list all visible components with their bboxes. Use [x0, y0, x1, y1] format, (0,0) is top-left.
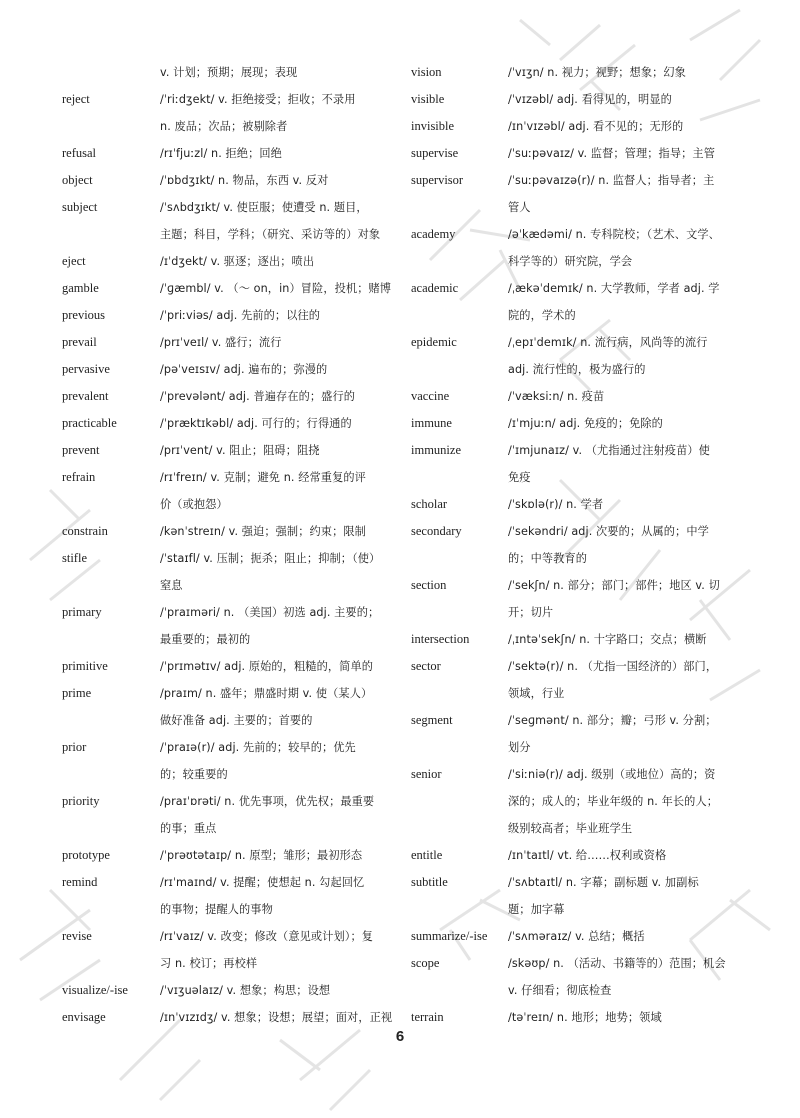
definition-line: 的事；重点	[160, 822, 217, 835]
headword: remind	[62, 875, 98, 889]
headword: entitle	[411, 848, 443, 862]
vocab-entry	[411, 518, 741, 572]
vocab-entry	[62, 302, 392, 329]
definition-line: /ˈpræktɪkəbl/ adj. 可行的；行得通的	[160, 417, 352, 430]
vocab-entry	[62, 977, 392, 1004]
definition	[508, 410, 741, 437]
definition-line: /ɪˈdʒekt/ v. 驱逐；逐出；喷出	[160, 255, 315, 268]
vocab-entry	[62, 1004, 392, 1031]
definition-line: /ˈsuːpəvaɪz/ v. 监督；管理；指导；主管	[508, 147, 715, 160]
definition-line: /təˈreɪn/ n. 地形；地势；领域	[508, 1011, 662, 1024]
definition-line: /ˈvɪʒuəlaɪz/ v. 想象；构思；设想	[160, 984, 331, 997]
vocab-entry	[411, 842, 741, 869]
vocab-entry	[411, 761, 741, 815]
definition	[508, 923, 741, 950]
vocab-entry	[62, 86, 392, 140]
headword: refrain	[62, 470, 96, 484]
vocab-entry	[411, 275, 741, 329]
definition-line: 划分	[508, 741, 531, 754]
vocab-entry	[411, 923, 741, 950]
definition-line: /ˈvæksiːn/ n. 疫苗	[508, 390, 605, 403]
vocab-entry	[62, 734, 392, 788]
definition-line: /ˈsiːniə(r)/ adj. 级别（或地位）高的；资	[508, 768, 716, 781]
definition-line: 的；较重要的	[160, 768, 228, 781]
definition	[508, 869, 741, 923]
vocab-entry	[62, 356, 392, 383]
vocab-entry	[411, 950, 741, 1004]
definition	[508, 167, 741, 221]
definition-line: /ˈvɪzəbl/ adj. 看得见的，明显的	[508, 93, 672, 106]
vocab-entry	[411, 437, 741, 491]
definition-line: /praɪm/ n. 盛年；鼎盛时期 v. 使（某人）	[160, 687, 373, 700]
vocab-entry	[62, 194, 392, 248]
definition	[160, 329, 392, 356]
vocab-entry	[411, 383, 741, 410]
headword: sector	[411, 659, 441, 673]
headword: stifle	[62, 551, 87, 565]
vocab-entry	[411, 140, 741, 167]
vocab-entry	[411, 410, 741, 437]
definition-line: v. 计划；预期；展现；表现	[160, 66, 298, 79]
vocab-entry	[411, 707, 741, 761]
vocab-entry	[411, 86, 741, 113]
definition-line: /praɪˈɒrəti/ n. 优先事项，优先权；最重要	[160, 795, 375, 808]
definition-line: 价（或抱怨）	[160, 498, 228, 511]
headword: primary	[62, 605, 102, 619]
definition-line: /ˌepɪˈdemɪk/ n. 流行病，风尚等的流行	[508, 336, 708, 349]
definition-line: /ˈɡæmbl/ v. （～ on，in）冒险，投机；赌博	[160, 282, 392, 295]
headword: epidemic	[411, 335, 457, 349]
vocab-entry	[62, 383, 392, 410]
definition-line: /ˈseɡmənt/ n. 部分；瓣；弓形 v. 分割；	[508, 714, 717, 727]
definition-line: /əˈkædəmi/ n. 专科院校；（艺术、文学、	[508, 228, 720, 241]
definition-line: /ˈsʌməraɪz/ v. 总结；概括	[508, 930, 645, 943]
definition-line: /ɪˈmjuːn/ adj. 免疫的；免除的	[508, 417, 663, 430]
vocab-entry	[411, 221, 741, 275]
vocab-entry	[62, 869, 392, 923]
definition-line: /ˈprevələnt/ adj. 普遍存在的；盛行的	[160, 390, 356, 403]
headword: senior	[411, 767, 442, 781]
definition-line: 领域，行业	[508, 687, 565, 700]
headword: pervasive	[62, 362, 110, 376]
headword: section	[411, 578, 447, 592]
definition-line: v. 仔细看；彻底检查	[508, 984, 612, 997]
definition-line: /skəʊp/ n. （活动、书籍等的）范围；机会	[508, 957, 726, 970]
definition-line: 院的，学术的	[508, 309, 576, 322]
headword: terrain	[411, 1010, 444, 1024]
headword: object	[62, 173, 93, 187]
headword: summarize/-ise	[411, 929, 488, 943]
definition	[508, 815, 741, 842]
headword: prime	[62, 686, 92, 700]
definition	[160, 518, 392, 545]
headword: scholar	[411, 497, 448, 511]
headword: prototype	[62, 848, 110, 862]
headword: prior	[62, 740, 87, 754]
definition-line: /pəˈveɪsɪv/ adj. 遍布的；弥漫的	[160, 363, 328, 376]
vocab-entry	[411, 329, 741, 383]
definition-line: /ˈsekəndri/ adj. 次要的；从属的；中学	[508, 525, 709, 538]
vocab-entry	[411, 626, 741, 653]
definition-line: 题；加字幕	[508, 903, 565, 916]
definition	[160, 302, 392, 329]
definition-line: /ɪnˈvɪzɪdʒ/ v. 想象；设想；展望；面对，正视	[160, 1011, 393, 1024]
definition	[508, 950, 741, 1004]
definition-line: /rɪˈmaɪnd/ v. 提醒；使想起 n. 勾起回忆	[160, 876, 365, 889]
vocab-entry	[62, 437, 392, 464]
vocab-entry	[411, 59, 741, 86]
headword: previous	[62, 308, 106, 322]
definition	[508, 842, 741, 869]
headword: supervisor	[411, 173, 464, 187]
vocab-entry	[62, 410, 392, 437]
definition	[508, 383, 741, 410]
headword: immunize	[411, 443, 461, 457]
headword: gamble	[62, 281, 99, 295]
definition	[508, 1004, 741, 1031]
headword: academy	[411, 227, 456, 241]
definition	[160, 842, 392, 869]
definition-line: /ˈsekʃn/ n. 部分；部门；部件；地区 v. 切	[508, 579, 720, 592]
definition	[160, 167, 392, 194]
definition-line: 最重要的；最初的	[160, 633, 251, 646]
definition	[160, 923, 392, 977]
definition-line: /ɪnˈtaɪtl/ vt. 给……权利或资格	[508, 849, 667, 862]
vocab-entry	[62, 680, 392, 734]
definition	[160, 1004, 392, 1031]
headword: visualize/-ise	[62, 983, 128, 997]
left-column	[62, 59, 392, 1031]
definition-line: 做好准备 adj. 主要的；首要的	[160, 714, 313, 727]
definition-line: /ˈvɪʒn/ n. 视力；视野；想象；幻象	[508, 66, 686, 79]
definition-line: 免疫	[508, 471, 531, 484]
definition	[160, 59, 392, 86]
headword: revise	[62, 929, 92, 943]
definition	[160, 977, 392, 1004]
definition-line: /ˈpraɪməri/ n. （美国）初选 adj. 主要的；	[160, 606, 380, 619]
vocab-entry	[411, 491, 741, 518]
definition-line: /ˌɪntəˈsekʃn/ n. 十字路口；交点；横断	[508, 633, 707, 646]
definition-line: adj. 流行性的，极为盛行的	[508, 363, 646, 376]
headword: scope	[411, 956, 440, 970]
definition-line: 开；切片	[508, 606, 554, 619]
definition-line: /ɪnˈvɪzəbl/ adj. 看不见的；无形的	[508, 120, 684, 133]
vocab-entry	[62, 545, 392, 599]
definition	[160, 464, 392, 518]
headword: subject	[62, 200, 98, 214]
definition	[160, 734, 392, 788]
definition	[160, 653, 392, 680]
definition	[160, 437, 392, 464]
definition	[160, 680, 392, 734]
definition	[508, 275, 741, 329]
definition-line: 的事物；提醒人的事物	[160, 903, 273, 916]
definition	[160, 194, 392, 248]
definition	[508, 140, 741, 167]
vocab-entry	[62, 464, 392, 518]
headword: secondary	[411, 524, 462, 538]
definition	[160, 356, 392, 383]
definition	[508, 653, 741, 707]
definition	[508, 491, 741, 518]
vocab-entry	[62, 275, 392, 302]
definition	[508, 626, 741, 653]
definition-line: /rɪˈfjuːzl/ n. 拒绝；回绝	[160, 147, 282, 160]
definition-line: /ˈprəʊtətaɪp/ n. 原型；雏形；最初形态	[160, 849, 363, 862]
headword: constrain	[62, 524, 108, 538]
vocab-entry	[411, 815, 741, 842]
definition-line: /ˈsuːpəvaɪzə(r)/ n. 监督人；指导者；主	[508, 174, 715, 187]
vocab-entry	[62, 653, 392, 680]
definition	[160, 248, 392, 275]
definition	[508, 518, 741, 572]
vocab-entry	[62, 59, 392, 86]
headword: refusal	[62, 146, 97, 160]
vocab-entry	[62, 167, 392, 194]
headword: vision	[411, 65, 442, 79]
definition-line: /ˈskɒlə(r)/ n. 学者	[508, 498, 604, 511]
vocab-entry	[411, 869, 741, 923]
definition	[160, 275, 392, 302]
definition-line: /kənˈstreɪn/ v. 强迫；强制；约束；限制	[160, 525, 366, 538]
definition	[508, 572, 741, 626]
headword: immune	[411, 416, 452, 430]
definition-line: /prɪˈveɪl/ v. 盛行；流行	[160, 336, 282, 349]
vocab-entry	[62, 329, 392, 356]
right-column	[411, 59, 741, 1031]
vocab-entry	[62, 842, 392, 869]
definition	[160, 869, 392, 923]
headword: prevail	[62, 335, 97, 349]
headword: primitive	[62, 659, 108, 673]
definition-line: 管人	[508, 201, 531, 214]
definition-line: 的；中等教育的	[508, 552, 588, 565]
definition-line: /ˈriːdʒekt/ v. 拒绝接受；拒收；不录用	[160, 93, 356, 106]
definition-line: 深的；成人的；毕业年级的 n. 年长的人；	[508, 795, 719, 808]
headword: academic	[411, 281, 459, 295]
definition-line: /ˈpraɪə(r)/ adj. 先前的；较早的；优先	[160, 741, 356, 754]
vocab-entry	[411, 653, 741, 707]
headword: prevent	[62, 443, 100, 457]
definition-line: n. 废品；次品；被剔除者	[160, 120, 288, 133]
headword: practicable	[62, 416, 117, 430]
definition-line: /ˈɒbdʒɪkt/ n. 物品，东西 v. 反对	[160, 174, 329, 187]
headword: reject	[62, 92, 90, 106]
definition	[160, 599, 392, 653]
headword: subtitle	[411, 875, 448, 889]
headword: vaccine	[411, 389, 450, 403]
definition	[508, 113, 741, 140]
vocab-entry	[411, 113, 741, 140]
definition-line: /ˈsʌbdʒɪkt/ v. 使臣服；使遭受 n. 题目，	[160, 201, 368, 214]
headword: intersection	[411, 632, 470, 646]
vocab-entry	[411, 1004, 741, 1031]
definition	[160, 545, 392, 599]
definition	[508, 761, 741, 815]
definition-line: /ˈɪmjunaɪz/ v. （尤指通过注射疫苗）使	[508, 444, 710, 457]
vocab-entry	[62, 788, 392, 842]
definition-line: /ˈprɪmətɪv/ adj. 原始的，粗糙的，简单的	[160, 660, 374, 673]
definition-line: 主题；科目，学科；（研究、采访等的）对象	[160, 228, 381, 241]
headword: segment	[411, 713, 453, 727]
headword	[411, 815, 508, 842]
headword: invisible	[411, 119, 455, 133]
definition-line: /ˈsektə(r)/ n. （尤指一国经济的）部门，	[508, 660, 718, 673]
vocab-entry	[411, 167, 741, 221]
vocab-entry	[62, 923, 392, 977]
vocab-entry	[411, 572, 741, 626]
definition	[508, 221, 741, 275]
definition	[508, 329, 741, 383]
definition-line: 窒息	[160, 579, 183, 592]
definition	[508, 437, 741, 491]
headword	[62, 59, 160, 86]
definition-line: 级别较高者；毕业班学生	[508, 822, 633, 835]
vocab-entry	[62, 518, 392, 545]
definition-line: /ˈpriːviəs/ adj. 先前的；以往的	[160, 309, 321, 322]
headword: envisage	[62, 1010, 106, 1024]
vocab-entry	[62, 248, 392, 275]
definition	[508, 59, 741, 86]
definition-line: /ˌækəˈdemɪk/ n. 大学教师，学者 adj. 学	[508, 282, 720, 295]
vocab-entry	[62, 599, 392, 653]
definition	[160, 788, 392, 842]
definition	[160, 140, 392, 167]
definition	[160, 410, 392, 437]
page-number: 6	[395, 1028, 405, 1045]
definition-line: /rɪˈfreɪn/ v. 克制；避免 n. 经常重复的评	[160, 471, 366, 484]
definition	[160, 86, 392, 140]
vocab-entry	[62, 140, 392, 167]
headword: supervise	[411, 146, 459, 160]
definition	[160, 383, 392, 410]
headword: priority	[62, 794, 100, 808]
definition-line: 习 n. 校订；再校样	[160, 957, 258, 970]
definition-line: 科学等的）研究院，学会	[508, 255, 633, 268]
definition-line: /ˈsʌbtaɪtl/ n. 字幕；副标题 v. 加副标	[508, 876, 699, 889]
definition-line: /prɪˈvent/ v. 阻止；阻碍；阻挠	[160, 444, 320, 457]
definition-line: /ˈstaɪfl/ v. 压制；扼杀；阻止；抑制；（使）	[160, 552, 381, 565]
headword: prevalent	[62, 389, 109, 403]
definition	[508, 707, 741, 761]
definition	[508, 86, 741, 113]
headword: eject	[62, 254, 86, 268]
definition-line: /rɪˈvaɪz/ v. 改变；修改（意见或计划）；复	[160, 930, 374, 943]
headword: visible	[411, 92, 445, 106]
